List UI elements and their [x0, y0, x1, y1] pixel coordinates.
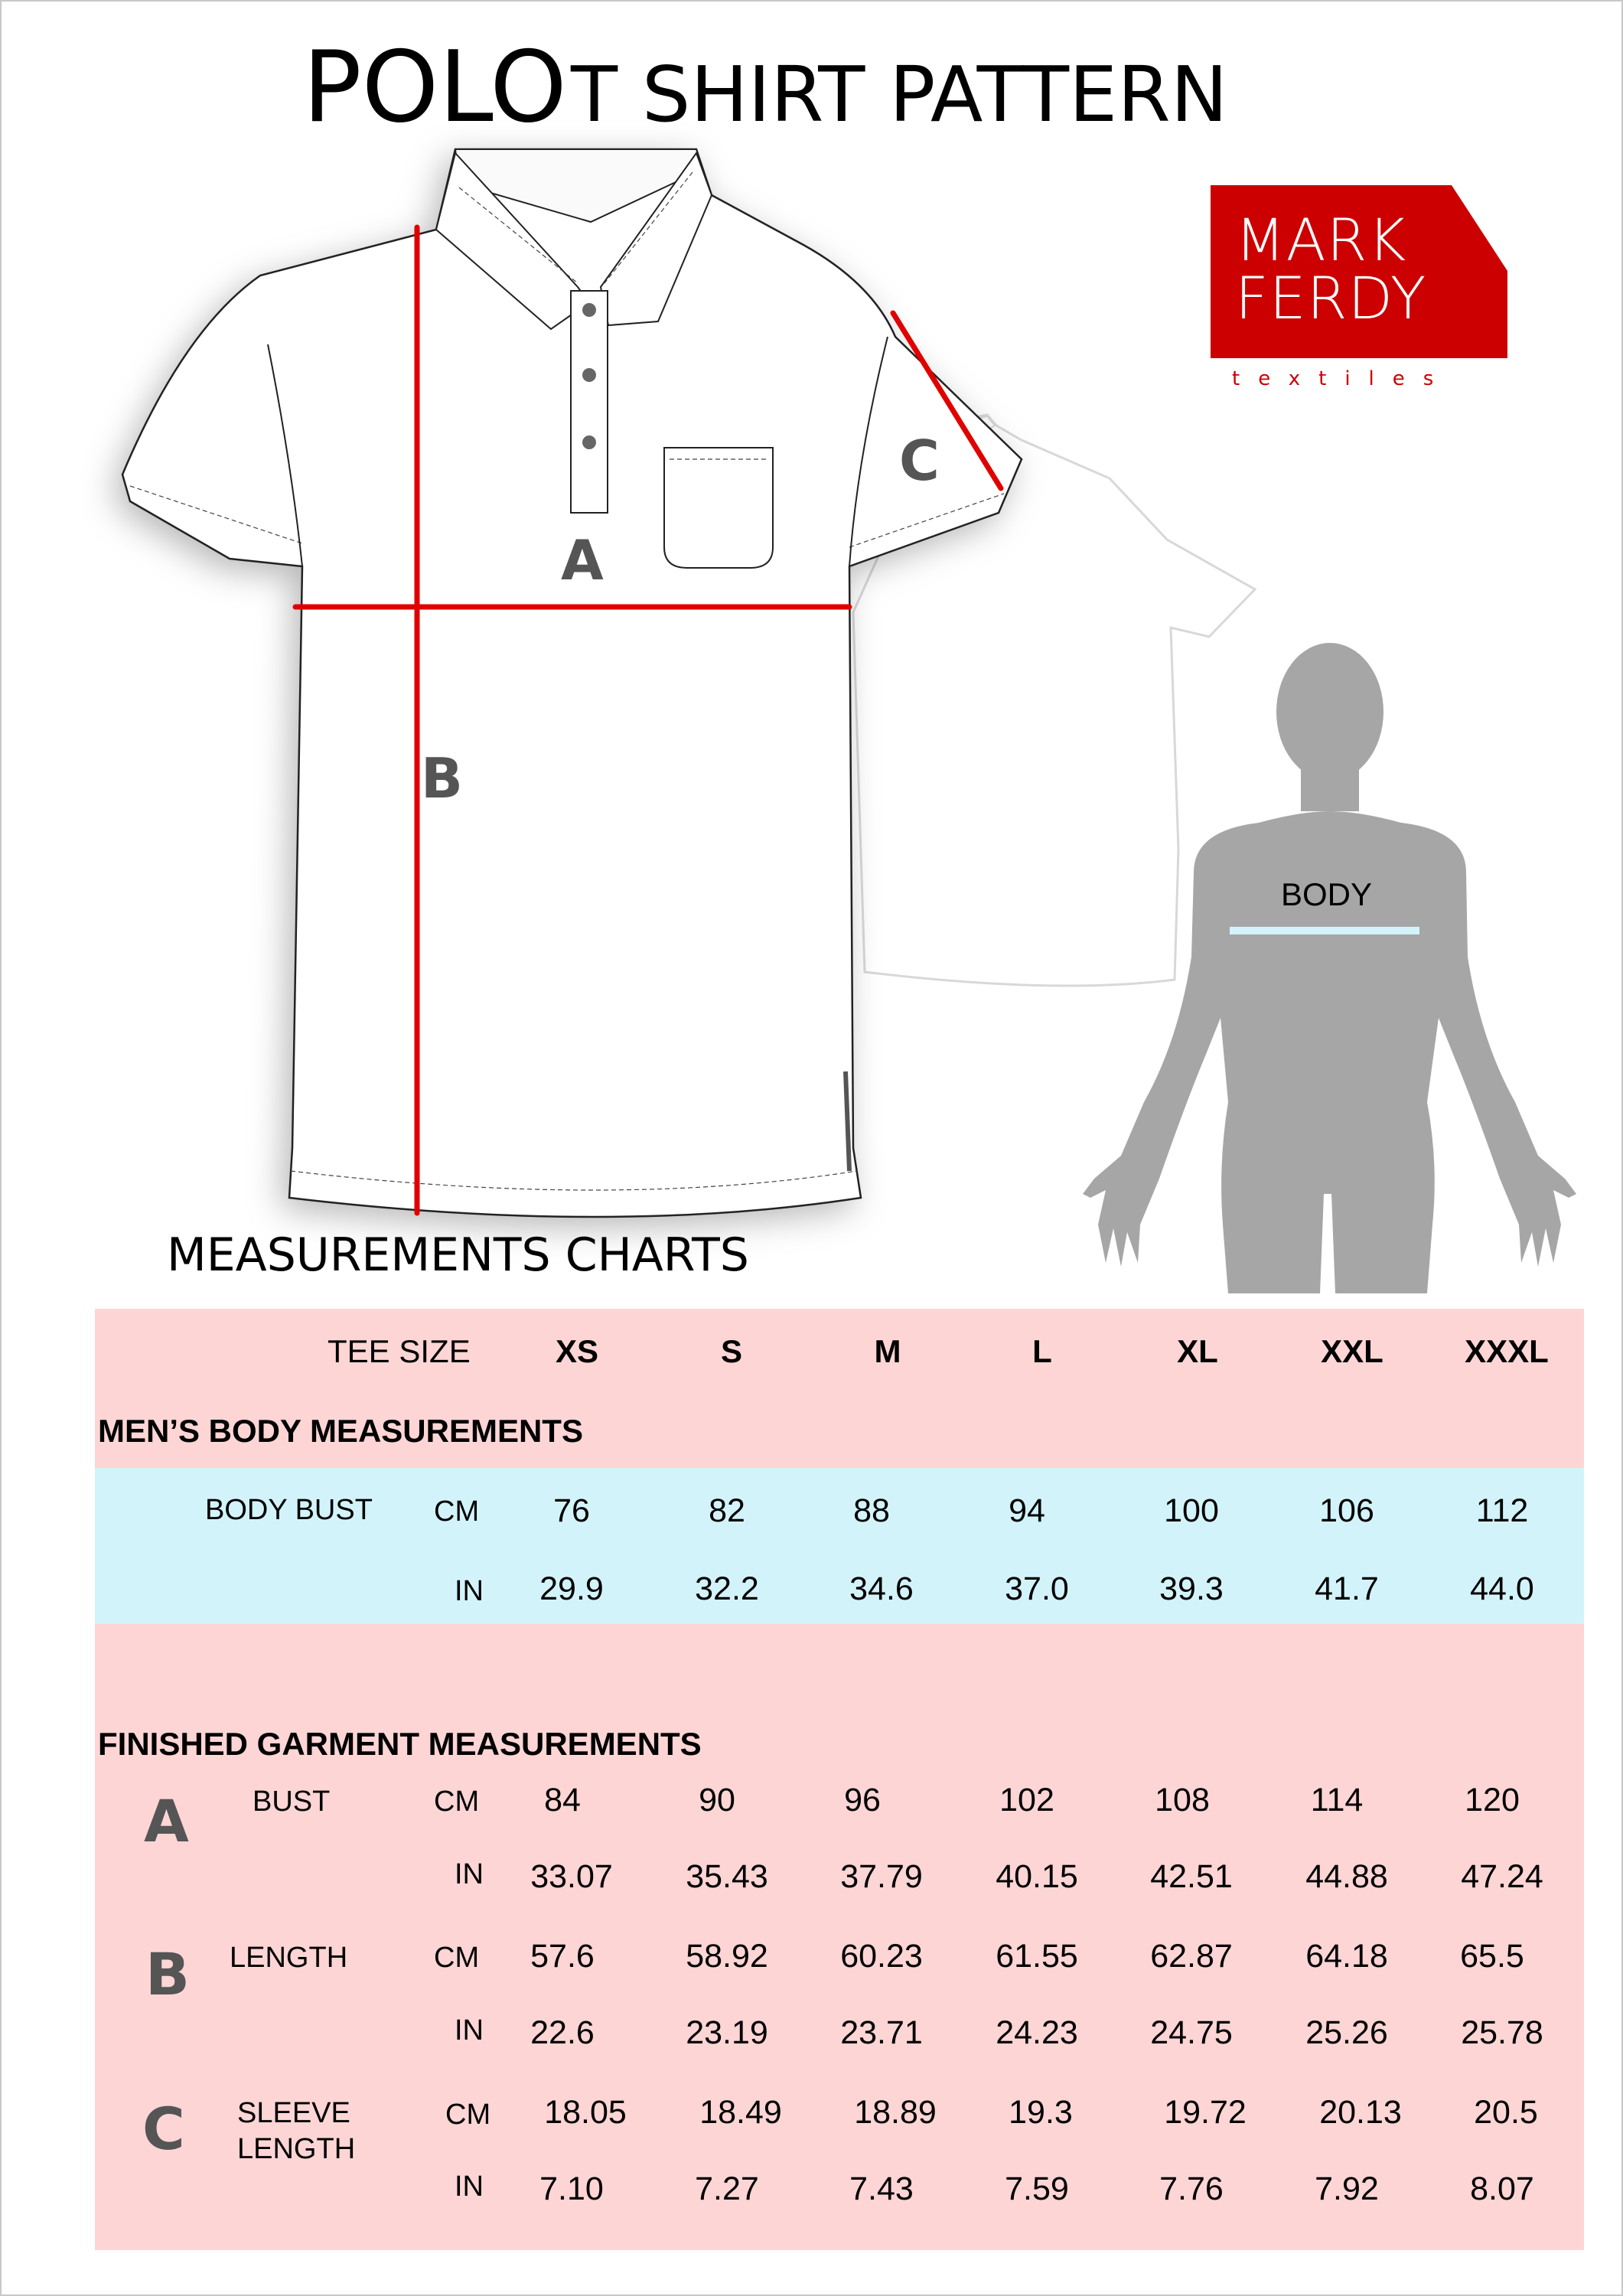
cell: 42.51: [1150, 1858, 1233, 1895]
cell: 60.23: [840, 1938, 923, 1975]
cell: 40.15: [996, 1858, 1078, 1895]
cell: 108: [1155, 1782, 1210, 1818]
cell: 120: [1465, 1782, 1520, 1818]
cell: 44.0: [1470, 1570, 1534, 1607]
cell: 18.49: [699, 2094, 782, 2131]
size-header: XL: [1177, 1333, 1218, 1369]
cell: 19.3: [1009, 2094, 1073, 2131]
logo-subtitle: textiles: [1232, 367, 1452, 390]
size-header: XXL: [1321, 1333, 1383, 1369]
cell: 58.92: [686, 1938, 768, 1975]
cell: 39.3: [1159, 1570, 1224, 1607]
cell: 7.92: [1315, 2170, 1379, 2207]
cell: 29.9: [539, 1570, 604, 1607]
title-rest: T SHIRT PATTERN: [570, 50, 1228, 139]
unit-cm: CM: [434, 1942, 480, 1974]
unit-cm: CM: [434, 1495, 480, 1528]
marker-b: B: [421, 746, 463, 810]
cell: 32.2: [695, 1570, 759, 1607]
cell: 88: [853, 1492, 890, 1529]
size-header: XXXL: [1465, 1333, 1549, 1369]
cell: 33.07: [530, 1858, 613, 1895]
sleeve-length-label: LENGTH: [237, 2133, 356, 2165]
length-label: LENGTH: [230, 1942, 348, 1974]
unit-in: IN: [455, 1575, 484, 1607]
cell: 35.43: [686, 1858, 768, 1895]
cell: 90: [699, 1782, 735, 1818]
unit-cm: CM: [434, 1786, 480, 1818]
cell: 7.10: [539, 2170, 604, 2207]
size-header: XS: [555, 1333, 599, 1369]
cell: 23.71: [840, 2014, 923, 2051]
cell: 18.05: [544, 2094, 627, 2131]
size-header: S: [720, 1333, 742, 1369]
cell: 61.55: [996, 1938, 1078, 1975]
cell: 106: [1319, 1492, 1374, 1529]
cell: 7.43: [849, 2170, 914, 2207]
cell: 24.75: [1150, 2014, 1233, 2051]
cell: 25.78: [1461, 2014, 1543, 2051]
sleeve-label: SLEEVE: [237, 2097, 350, 2129]
cell: 44.88: [1305, 1858, 1388, 1895]
unit-in: IN: [455, 2014, 484, 2047]
logo-line1: MARK: [1235, 206, 1407, 274]
cell: 25.26: [1305, 2014, 1388, 2051]
cell: 94: [1009, 1492, 1045, 1529]
cell: 7.76: [1159, 2170, 1224, 2207]
cell: 102: [999, 1782, 1054, 1818]
cell: 100: [1164, 1492, 1219, 1529]
body-measure-line: [1230, 927, 1419, 934]
charts-title: MEASUREMENTS CHARTS: [167, 1228, 749, 1282]
unit-cm: CM: [445, 2099, 491, 2131]
cell: 22.6: [530, 2014, 595, 2051]
cell: 65.5: [1460, 1938, 1524, 1975]
unit-in: IN: [455, 2170, 484, 2203]
row-letter-b: B: [145, 1940, 190, 2008]
unit-in: IN: [455, 1858, 484, 1890]
cell: 96: [844, 1782, 881, 1818]
size-header: L: [1032, 1333, 1052, 1369]
row-letter-c: C: [142, 2095, 185, 2163]
cell: 20.5: [1474, 2094, 1538, 2131]
row-letter-a: A: [144, 1787, 189, 1855]
cell: 24.23: [996, 2014, 1078, 2051]
cell: 20.13: [1319, 2094, 1402, 2131]
cell: 62.87: [1150, 1938, 1233, 1975]
mens-section-title: MEN’S BODY MEASUREMENTS: [98, 1413, 583, 1449]
bust-label: BUST: [253, 1786, 331, 1818]
cell: 8.07: [1470, 2170, 1534, 2207]
brand-logo: [1211, 185, 1507, 358]
cell: 112: [1475, 1492, 1529, 1529]
cell: 41.7: [1315, 1570, 1379, 1607]
cell: 7.59: [1005, 2170, 1069, 2207]
cell: 64.18: [1305, 1938, 1388, 1975]
tee-size-label: TEE SIZE: [328, 1333, 471, 1369]
cell: 114: [1310, 1782, 1364, 1818]
finished-section-title: FINISHED GARMENT MEASUREMENTS: [98, 1726, 702, 1762]
cell: 37.0: [1005, 1570, 1069, 1607]
title-polo: POLO: [302, 31, 567, 145]
cell: 84: [544, 1782, 581, 1818]
logo-line2: FERDY: [1235, 264, 1427, 332]
cell: 82: [709, 1492, 745, 1529]
cell: 23.19: [686, 2014, 768, 2051]
body-bust-label: BODY BUST: [205, 1494, 373, 1526]
marker-c: C: [899, 429, 940, 493]
cell: 37.79: [840, 1858, 923, 1895]
cell: 7.27: [695, 2170, 759, 2207]
marker-a: A: [561, 528, 604, 592]
cell: 76: [553, 1492, 590, 1529]
cell: 34.6: [849, 1570, 914, 1607]
body-label: BODY: [1281, 876, 1373, 912]
cell: 19.72: [1164, 2094, 1247, 2131]
size-header: M: [874, 1333, 901, 1369]
cell: 57.6: [530, 1938, 595, 1975]
cell: 47.24: [1461, 1858, 1543, 1895]
cell: 18.89: [854, 2094, 937, 2131]
